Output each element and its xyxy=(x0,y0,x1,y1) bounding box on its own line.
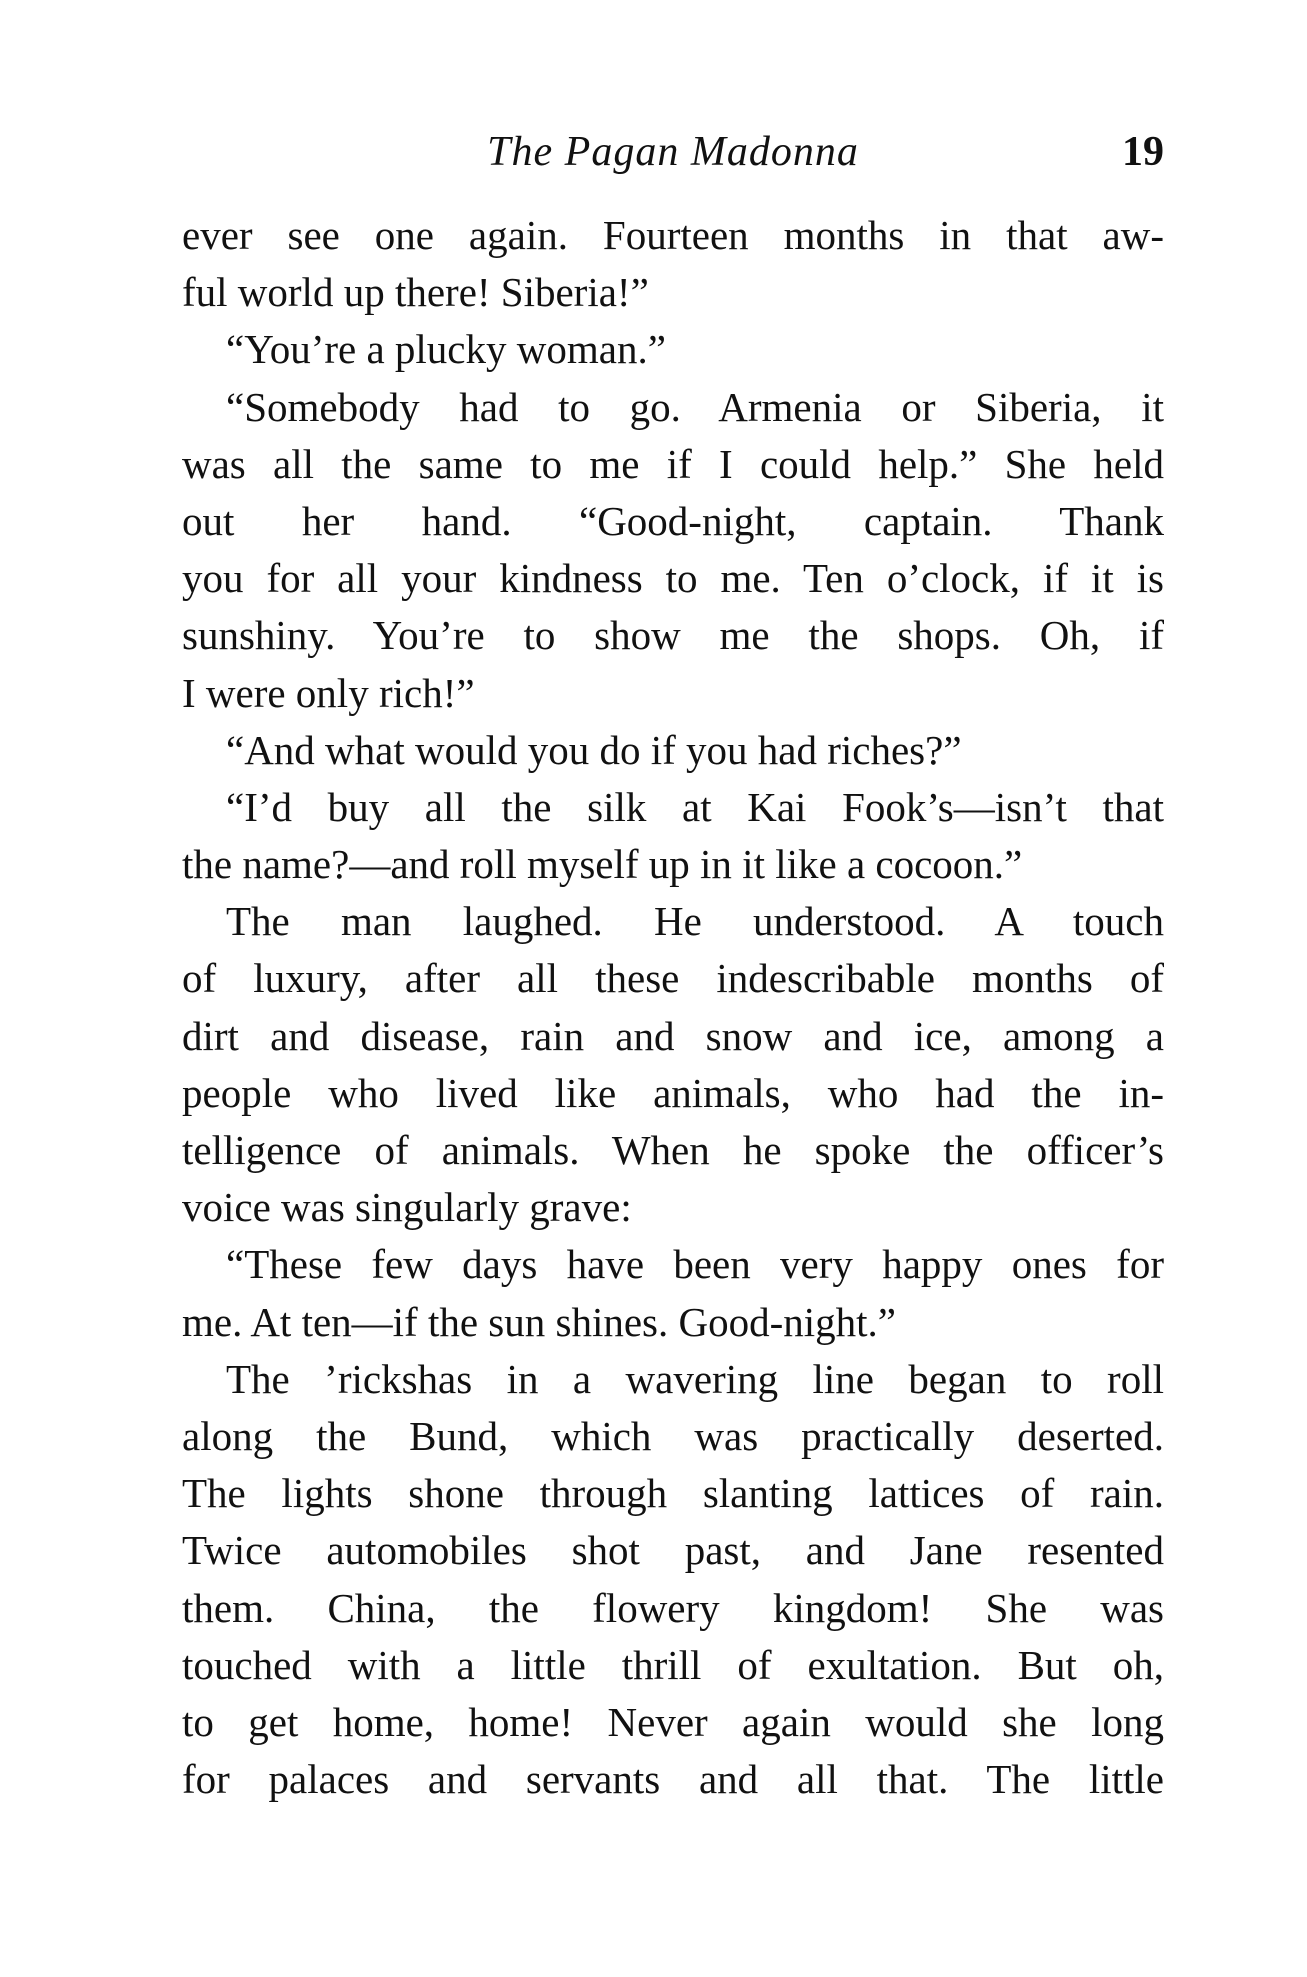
text-line: was all the same to me if I could help.” She held xyxy=(182,440,1164,487)
running-title: The Pagan Madonna xyxy=(487,129,859,175)
text-line: along the Bund, which was practically deserted. xyxy=(182,1412,1164,1459)
text-line: The lights shone through slanting lattices of rain. xyxy=(182,1470,1164,1517)
body-text xyxy=(182,207,1164,1808)
text-line: for palaces and servants and all that. The little xyxy=(182,1756,1164,1803)
text-line: telligence of animals. When he spoke the officer’s xyxy=(182,1127,1164,1173)
text-line: of luxury, after all these indescribable months of xyxy=(182,955,1164,1002)
text-line: “I’d buy all the silk at Kai Fook’s—isn’t that xyxy=(226,783,1164,830)
text-line: The man laughed. He understood. A touch xyxy=(226,898,1164,945)
text-line: “These few days have been very happy ones for xyxy=(226,1241,1164,1288)
text-line: ful world up there! Siberia!” xyxy=(182,269,649,316)
text-line: The ’rickshas in a wavering line began to roll xyxy=(226,1355,1164,1402)
text-line: touched with a little thrill of exultation. But oh, xyxy=(182,1641,1164,1688)
text-line: dirt and disease, rain and snow and ice, among a xyxy=(182,1012,1164,1059)
text-line: people who lived like animals, who had the in- xyxy=(182,1069,1164,1116)
text-line: you for all your kindness to me. Ten o’clock, if it is xyxy=(182,555,1164,602)
text-line: them. China, the flowery kingdom! She was xyxy=(182,1584,1164,1631)
text-line: “You’re a plucky woman.” xyxy=(226,326,666,373)
text-line: Twice automobiles shot past, and Jane resented xyxy=(182,1527,1164,1574)
text-line: sunshiny. You’re to show me the shops. Oh, if xyxy=(182,612,1164,659)
text-line: ever see one again. Fourteen months in that aw- xyxy=(182,212,1164,258)
text-line: out her hand. “Good-night, captain. Thank xyxy=(182,497,1164,544)
text-line: me. At ten—if the sun shines. Good-night.” xyxy=(182,1298,896,1345)
text-line: “And what would you do if you had riches?” xyxy=(226,726,962,773)
text-line: I were only rich!” xyxy=(182,669,475,716)
text-line: to get home, home! Never again would she long xyxy=(182,1698,1164,1745)
text-line: the name?—and roll myself up in it like a cocoon.” xyxy=(182,841,1023,888)
running-head xyxy=(182,122,1164,182)
page-number: 19 xyxy=(1122,129,1164,175)
text-line: “Somebody had to go. Armenia or Siberia, it xyxy=(226,383,1164,430)
text-line: voice was singularly grave: xyxy=(182,1184,632,1231)
